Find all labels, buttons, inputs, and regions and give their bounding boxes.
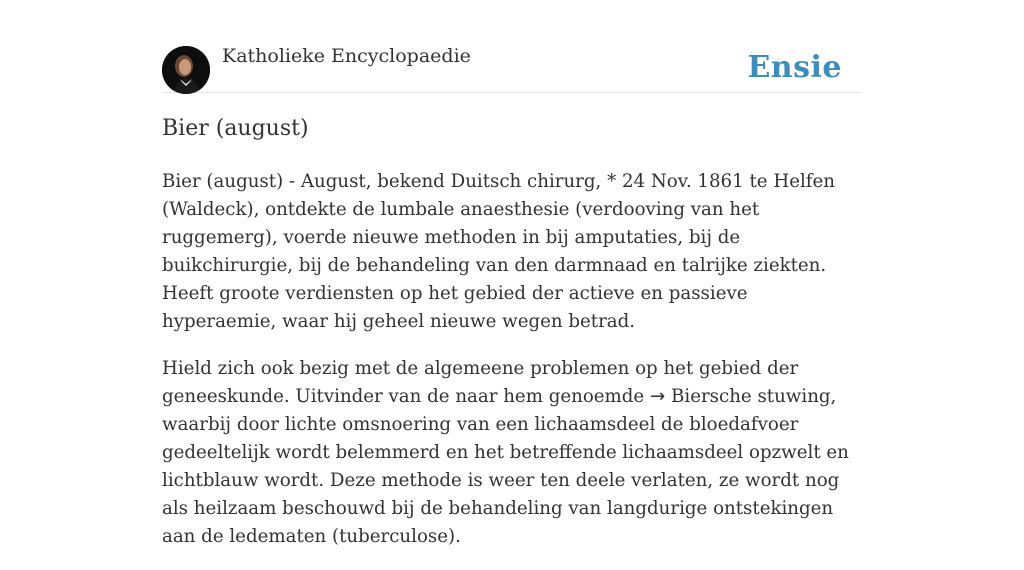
article-paragraph	[162, 355, 862, 551]
arrow-icon: →	[649, 386, 666, 407]
article-body	[162, 168, 862, 570]
cross-reference-link[interactable]: Biersche stuwing	[671, 386, 831, 407]
paragraph-text: Hield zich ook bezig met de algemeene problemen op het gebied der geneeskunde. Uitvinder van de naar hem genoemde	[162, 358, 799, 407]
portrait-icon	[162, 46, 210, 94]
page-container	[162, 0, 862, 547]
article-paragraph: Bier (august) - August, bekend Duitsch chirurg, * 24 Nov. 1861 te Helfen (Waldeck), ontdekte de lumbale anaesthesie (verdooving van het ruggemerg), voerde nieuwe methoden in bij amputaties, bij de buikchirurgie, bij de behandeling van den darmnaad en talrijke ziekten. Heeft groote verdiensten op het gebied der actieve en passieve hyperaemie, waar hij geheel nieuwe wegen betrad.	[162, 171, 835, 332]
article-title: Bier (august)	[162, 116, 309, 141]
source-name[interactable]: Katholieke Encyclopaedie	[222, 45, 471, 67]
brand-logo[interactable]: Ensie	[747, 50, 842, 85]
source-avatar[interactable]	[162, 46, 210, 94]
paragraph-text: , waarbij door lichte omsnoering van een lichaamsdeel de bloedafvoer gedeeltelijk wordt belemmerd en het betreffende lichaamsdeel opzwelt en lichtblauw wordt. Deze methode is weer ten deele verlaten, ze wordt nog als heilzaam beschouwd bij de behandeling van langdurige ontstekingen aan de ledematen (tuberculose).	[162, 386, 849, 547]
site-header	[162, 0, 862, 93]
